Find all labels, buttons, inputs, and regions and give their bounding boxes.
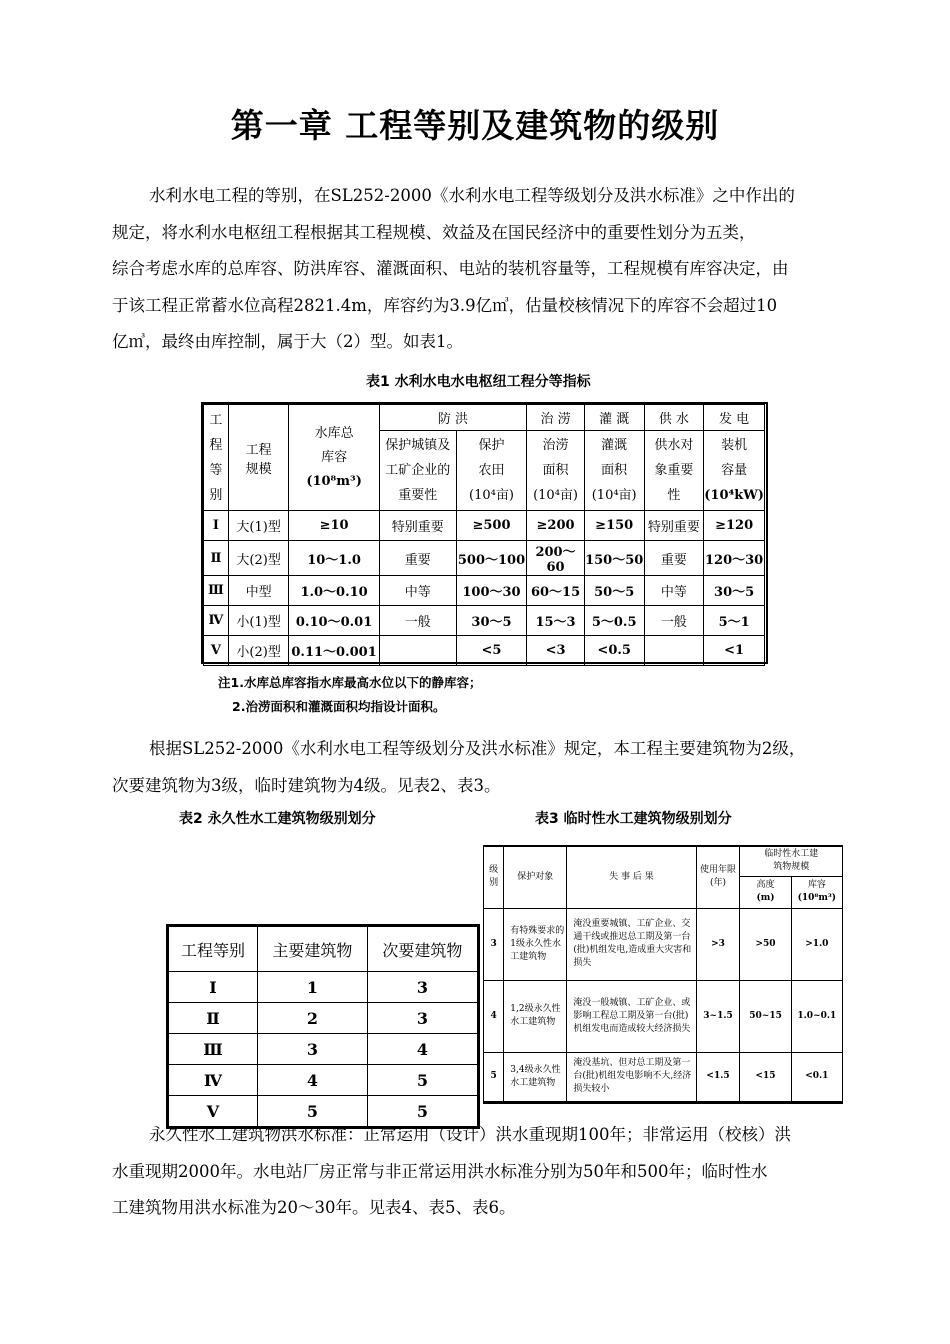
- table-row: Ⅴ 5 5: [168, 1096, 479, 1128]
- table3: [483, 845, 843, 1104]
- t1-header-grade: 工 程 等 别: [204, 405, 229, 511]
- t1-header-drain-area: 治涝面积 (10⁴亩): [527, 431, 585, 511]
- t2-header-secondary: 次要建筑物: [367, 926, 478, 972]
- table1-caption: 表1 水利水电水电枢纽工程分等指标: [366, 374, 591, 390]
- table2: [166, 924, 480, 1129]
- t1-header-power-cap: 装机容量 (10⁴kW): [704, 431, 765, 511]
- t3-header-object: 保护对象: [504, 846, 567, 908]
- table-row: Ⅰ 大(1)型 ≥10 特别重要 ≥500 ≥200 ≥150 特别重要 ≥120: [204, 511, 765, 541]
- p3-line2: 水重现期2000年。水电站厂房正常与非正常运用洪水标准分别为50年和500年；临时性水: [112, 1161, 768, 1181]
- t1-header-irr: 灌 溉: [584, 405, 644, 431]
- table-row: Ⅴ 小(2)型 0.11～0.001 <5 <3 <0.5 <1: [204, 636, 765, 666]
- table-row: 5 3,4级永久性水工建筑物 淹没基坑、但对总工期及第一台(批)机组发电影响不大,经济损失较小 <1.5 <15 <0.1: [484, 1052, 843, 1102]
- t1-header-scale: 工程规模: [228, 405, 289, 511]
- chapter-title: 第一章 工程等别及建筑物的级别: [230, 106, 720, 145]
- t1-header-flood-farm: 保护农田 (10⁴亩): [456, 431, 526, 511]
- table-row: Ⅲ 中型 1.0～0.10 中等 100～30 60～15 50～5 中等 30～5: [204, 576, 765, 606]
- table-row: 4 1,2级永久性水工建筑物 淹没一般城镇、工矿企业、或影响工程总工期及第一台(批)机组发电而造成较大经济损失 3~1.5 50~15 1.0~0.1: [484, 980, 843, 1052]
- table-row: Ⅳ 4 5: [168, 1065, 479, 1096]
- table3-caption: 表3 临时性水工建筑物级别划分: [535, 811, 732, 827]
- t1-header-storage: 水库总库容 (10⁸m³): [289, 405, 379, 511]
- paragraph-3: [112, 1117, 864, 1227]
- t3-header-years: 使用年限 (年): [696, 846, 740, 908]
- t2-header-grade: 工程等别: [168, 926, 258, 972]
- p1-line3: 综合考虑水库的总库容、防洪库容、灌溉面积、电站的装机容量等，工程规模有库容决定，由: [112, 259, 789, 278]
- p1-line1: 水利水电工程的等别，在SL252-2000《水利水电工程等级划分及洪水标准》之中作出的: [149, 186, 795, 205]
- table1-note1: 注1.水库总库容指水库最高水位以下的静库容；: [218, 675, 482, 690]
- p1-line4: 于该工程正常蓄水位高程2821.4m，库容约为3.9亿㎥，估量校核情况下的库容不会超过10: [112, 295, 778, 315]
- p3-line1: 永久性水工建筑物洪水标准：正常运用（设计）洪水重现期100年；非常运用（校核）洪: [149, 1125, 791, 1144]
- table-row: Ⅰ 1 3: [168, 972, 479, 1003]
- t3-header-height: 高度 (m): [740, 876, 791, 908]
- t1-header-power: 发 电: [704, 405, 765, 431]
- t3-header-storage: 库容 (10⁸m³): [791, 876, 842, 908]
- t1-header-irr-area: 灌溉面积 (10⁴亩): [584, 431, 644, 511]
- paragraph-1: [112, 178, 864, 361]
- table-row: Ⅲ 3 4: [168, 1034, 479, 1065]
- t1-header-supply-obj: 供水对象重要性: [644, 431, 704, 511]
- p3-line3: 工建筑物用洪水标准为20～30年。见表4、表5、表6。: [112, 1198, 516, 1217]
- table1: [203, 404, 765, 666]
- table-row: Ⅱ 2 3: [168, 1003, 479, 1034]
- table2-caption: 表2 永久性水工建筑物级别划分: [179, 811, 376, 827]
- table-row: Ⅳ 小(1)型 0.10～0.01 一般 30～5 15～3 5～0.5 一般 5～1: [204, 606, 765, 636]
- p1-line2: 规定，将水利水电枢纽工程根据其工程规模、效益及在国民经济中的重要性划分为五类，: [112, 222, 756, 242]
- t1-header-drain: 治 涝: [527, 405, 585, 431]
- t1-header-supply: 供 水: [644, 405, 704, 431]
- paragraph-2: [112, 731, 864, 804]
- t2-header-main: 主要建筑物: [257, 926, 367, 972]
- t1-header-flood: 防 洪: [379, 405, 526, 431]
- table-row: Ⅱ 大(2)型 10～1.0 重要 500～100 200～60 150～50 重要 120～30: [204, 541, 765, 576]
- t3-header-scale: 临时性水工建筑物规模: [740, 846, 843, 876]
- p2-line1: 根据SL252-2000《水利水电工程等级划分及洪水标准》规定，本工程主要建筑物为2级，: [149, 739, 806, 758]
- t3-header-level: 级别: [484, 846, 504, 908]
- p1-line5: 亿㎥，最终由库控制，属于大（2）型。如表1。: [112, 332, 463, 351]
- p2-line2: 次要建筑物为3级，临时建筑物为4级。见表2、表3。: [112, 775, 501, 795]
- t1-header-flood-city: 保护城镇及工矿企业的重要性: [379, 431, 456, 511]
- table1-note2: 2.治涝面积和灌溉面积均指设计面积。: [232, 699, 446, 714]
- t3-header-consequence: 失 事 后 果: [567, 846, 696, 908]
- table-row: 3 有特殊要求的1级永久性水工建筑物 淹没重要城镇、工矿企业、交通干线或推迟总工期及第一台(批)机组发电,造成重大灾害和损失 >3 >50 >1.0: [484, 908, 843, 980]
